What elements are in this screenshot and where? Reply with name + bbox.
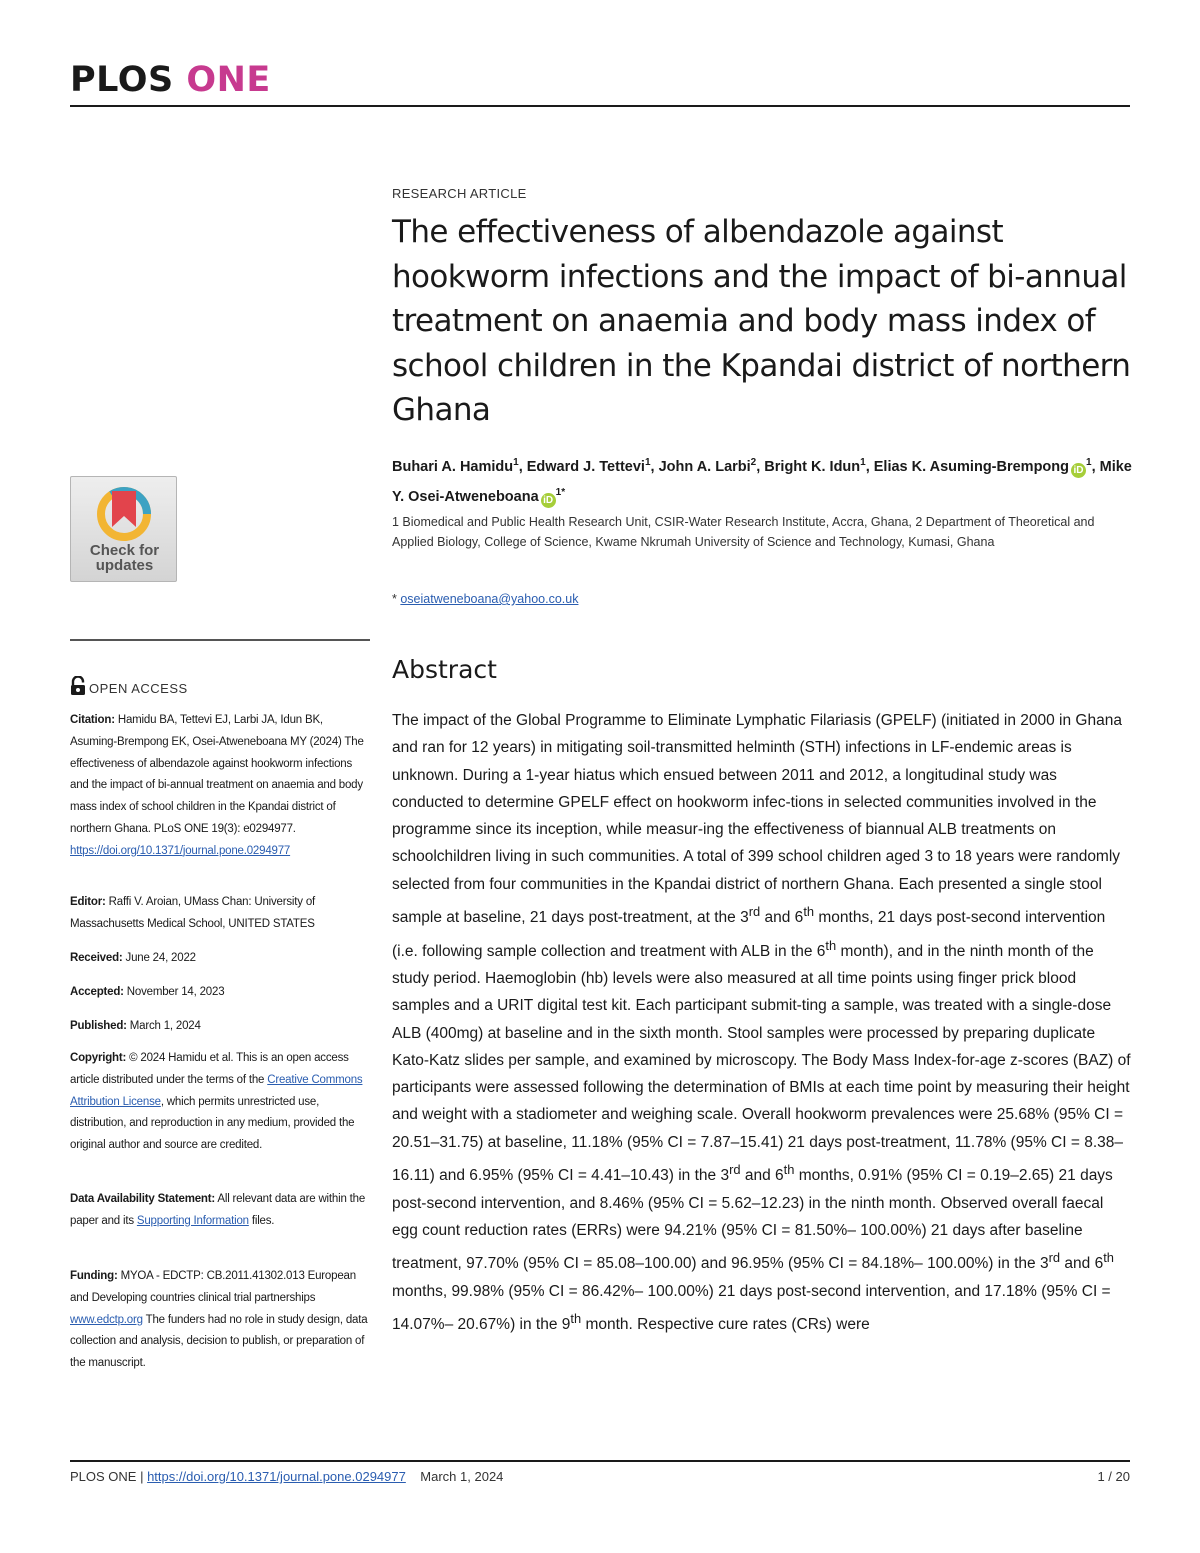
crossmark-icon xyxy=(93,483,155,545)
check-line-2: updates xyxy=(95,557,154,574)
sidebar-divider xyxy=(70,639,370,641)
footer-date: March 1, 2024 xyxy=(420,1469,504,1484)
footer-doi-link[interactable]: https://doi.org/10.1371/journal.pone.0294977 xyxy=(147,1469,406,1484)
data-availability-block: Data Availability Statement: All relevant data are within the paper and its Supporting Information files. xyxy=(70,1193,366,1227)
header-divider xyxy=(70,105,1130,107)
author-name: Mike Y. Osei-Atweneboana xyxy=(392,458,1132,505)
open-access-label xyxy=(70,676,188,696)
affiliations: 1 Biomedical and Public Health Research Unit, CSIR-Water Research Institute, Accra, Ghana, 2 Department of Theoretical and Applied Biology, College of Science, Kwame Nkrumah University of Science and Technology, Kumasi, Ghana xyxy=(392,515,1095,549)
footer-divider xyxy=(70,1460,1130,1462)
article-title: The effectiveness of albendazole against hookworm infections and the impact of bi-annual treatment on anaemia and body mass index of school children in the Kpandai district of northern Ghana xyxy=(392,214,1131,428)
author-affiliation-marker: 1* xyxy=(555,486,566,498)
author-affiliation-marker: 1 xyxy=(513,457,519,468)
check-for-updates-label xyxy=(71,543,178,573)
article-type: RESEARCH ARTICLE xyxy=(392,186,527,201)
funding-block: Funding: MYOA - EDCTP: CB.2011.41302.013 European and Developing countries clinical trial partnerships www.edctp.org The funders had no role in study design, data collection and analysis, decision to publish, or preparation of the manuscript. xyxy=(70,1270,368,1370)
journal-logo[interactable] xyxy=(70,60,271,100)
copyright-block: Copyright: © 2024 Hamidu et al. This is an open access article distributed under the terms of the Creative Commons Attribution License, which permits unrestricted use, distribution, and reproduction in any medium, provided the original author and source are credited. xyxy=(70,1052,363,1152)
author-name: Buhari A. Hamidu xyxy=(392,458,514,475)
editor-block: Editor: Raffi V. Aroian, UMass Chan: University of Massachusetts Medical School, UNITED STATES xyxy=(70,896,316,930)
citation-block: Citation: Hamidu BA, Tettevi EJ, Larbi JA, Idun BK, Asuming-Brempong EK, Osei-Atweneboana MY (2024) The effectiveness of albendazole against hookworm infections and the impact of bi-annual treatment on anaemia and body mass index of school children in the Kpandai district of northern Ghana. PLoS ONE 19(3): e0294977. https://doi.org/10.1371/journal.pone.0294977 xyxy=(70,714,364,857)
abstract-text: The impact of the Global Programme to Eliminate Lymphatic Filariasis (GPELF) (initiated in 2000 in Ghana and ran for 12 years) in mitigating soil-transmitted helminth (STH) infections in LF-endemic areas is unknown. During a 1-year hiatus which ensued between 2011 and 2012, a longitudinal study was conducted to determine GPELF effect on hookworm infec-tions in selected communities involved in the programme since its inception, while measur-ing the effectiveness of biannual ALB treatments on schoolchildren living in such communities. A total of 399 school children aged 3 to 18 years were randomly selected from four communities in the Kpandai district of northern Ghana. Each presented a single stool sample at baseline, 21 days post-treatment, at the 3rd and 6th months, 21 days post-second intervention (i.e. following sample collection and treatment with ALB in the 6th month), and in the ninth month of the study period. Haemoglobin (hb) levels were also measured at all time points using finger prick blood samples and a URIT digital test kit. Each participant submit-ting a sample, was treated with a single-dose ALB (400mg) at baseline and in the sixth month. Stool samples were processed by preparing duplicate Kato-Katz slides per sample, and examined by microscopy. The Body Mass Index-for-age z-scores (BAZ) of participants were assessed following the determination of BMIs at each time point by measuring their height and weight with a stadiometer and weighing scale. Overall hookworm prevalences were 25.68% (95% CI = 20.51–31.75) at baseline, 11.18% (95% CI = 7.87–15.41) 21 days post-treatment, 11.78% (95% CI = 8.38–16.11) and 6.95% (95% CI = 4.41–10.43) in the 3rd and 6th months, 0.91% (95% CI = 0.19–2.65) 21 days post-second intervention, and 8.46% (95% CI = 5.62–12.23) in the ninth month. Observed overall faecal egg count reduction rates (ERRs) were 94.21% (95% CI = 81.50%– 100.00%) 21 days after baseline treatment, 97.70% (95% CI = 85.08–100.00) and 96.95% (95% CI = 84.18%– 100.00%) in the 3rd and 6th months, 99.98% (95% CI = 86.42%– 100.00%) 21 days post-second intervention, and 17.18% (95% CI = 14.07%– 20.67%) in the 9th month. Respective cure rates (CRs) were xyxy=(392,712,1131,1334)
logo-one: ONE xyxy=(186,60,271,100)
published-date: Published: March 1, 2024 xyxy=(70,1020,201,1032)
author-name: Elias K. Asuming-Brempong xyxy=(873,458,1069,475)
author-list: Buhari A. Hamidu$^1$, Edward J. Tettevi$^1$, John A. Larbi$^2$, Bright K. Idun$^1$, Elias K. Asuming-Brempong $iD^1$, Mike Y. Osei-Atweneboana $iD^{1*}$ xyxy=(392,457,1132,506)
author-affiliation-marker: 1 xyxy=(1086,457,1092,468)
author-affiliation-marker: 1 xyxy=(644,457,651,468)
check-line-1: Check for xyxy=(89,542,160,559)
footer-journal: PLOS ONE xyxy=(70,1469,137,1484)
open-lock-icon xyxy=(70,676,86,696)
author-affiliation-marker: 2 xyxy=(750,457,757,468)
footer-separator: | xyxy=(136,1469,148,1484)
orcid-icon[interactable]: iD xyxy=(1071,463,1086,478)
received-date: Received: June 24, 2022 xyxy=(70,952,196,964)
author-name: John A. Larbi xyxy=(658,458,751,475)
accepted-date: Accepted: November 14, 2023 xyxy=(70,986,225,998)
page-number: 1 / 20 xyxy=(1097,1469,1130,1484)
author-name: Bright K. Idun xyxy=(764,458,861,475)
check-for-updates-badge[interactable] xyxy=(70,476,177,582)
open-access-text: OPEN ACCESS xyxy=(89,681,188,696)
author-name: Edward J. Tettevi xyxy=(526,458,645,475)
orcid-icon[interactable]: iD xyxy=(541,493,556,508)
abstract-heading: Abstract xyxy=(392,655,497,684)
corresponding-email-link[interactable]: oseiatweneboana@yahoo.co.uk xyxy=(400,592,579,606)
corresponding-author xyxy=(392,592,578,606)
page-footer xyxy=(70,1469,1130,1484)
logo-plos: PLOS xyxy=(70,60,174,100)
corresponding-marker: * xyxy=(392,592,397,606)
author-affiliation-marker: 1 xyxy=(860,457,866,468)
